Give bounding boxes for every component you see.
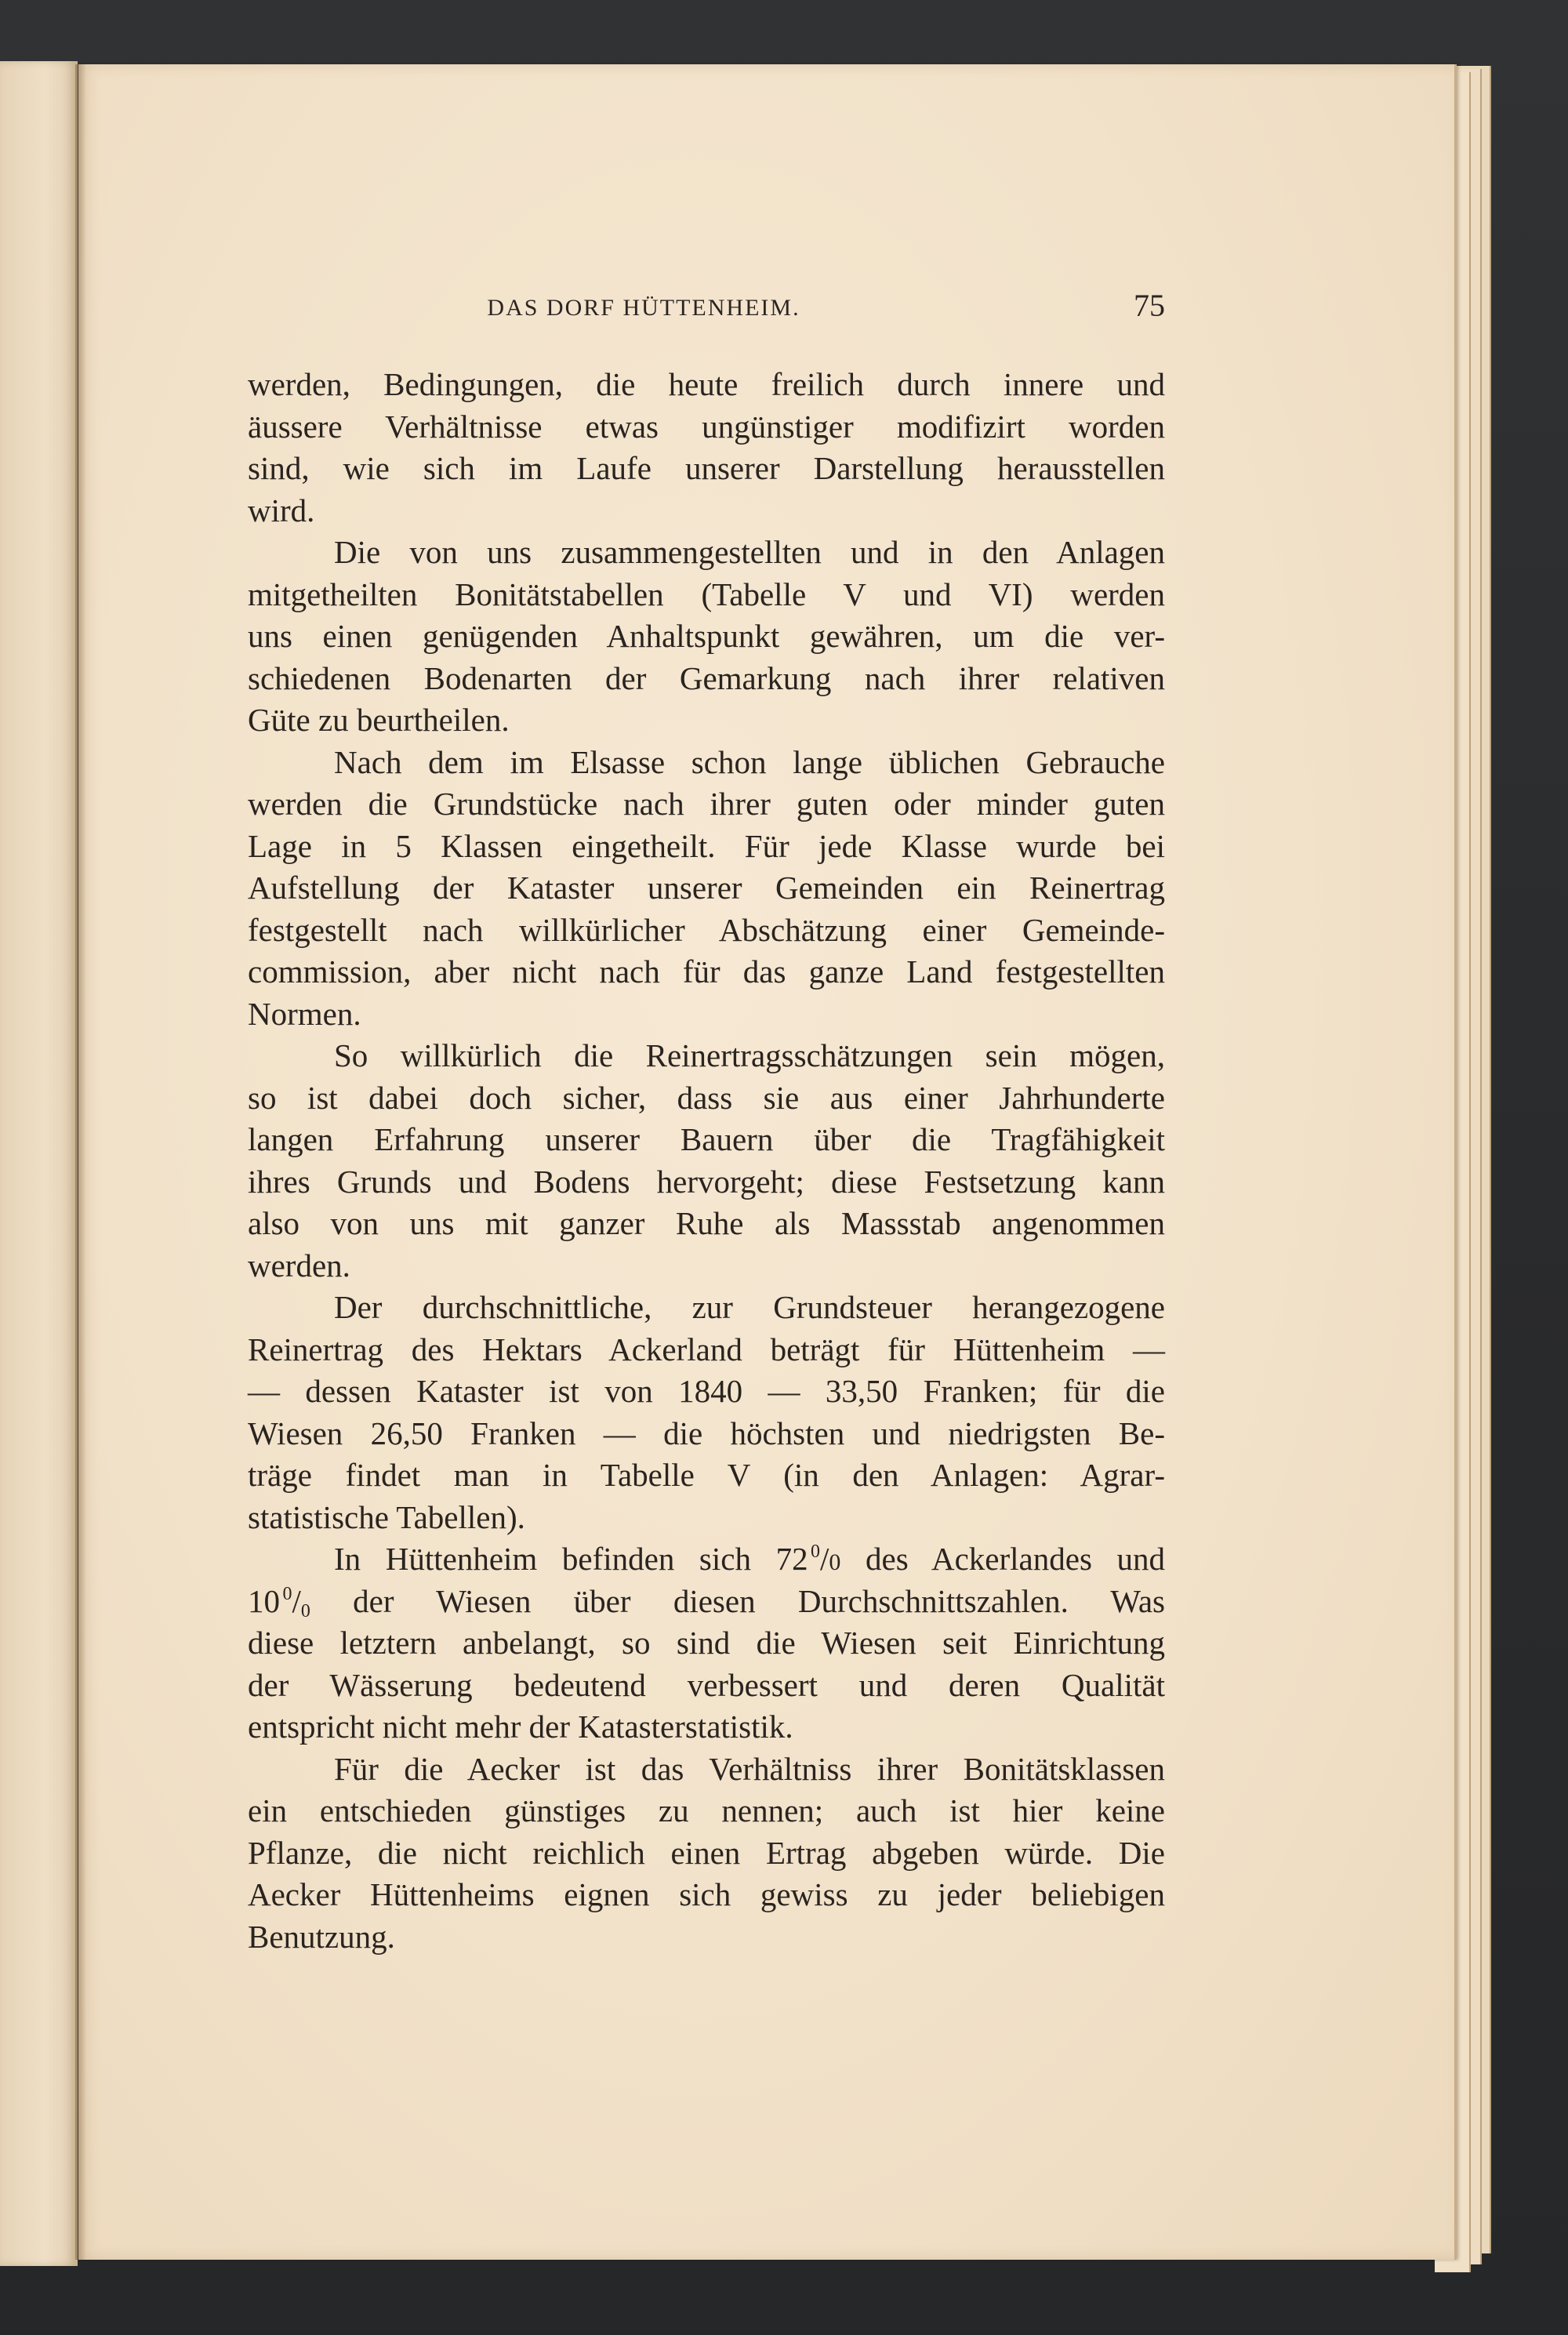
text-line: der Wässerung bedeutend verbessert und deren Qualität [248, 1666, 1165, 1703]
fraction-slash: / [292, 1582, 301, 1619]
text-line: — dessen Kataster ist von 1840 — 33,50 Franken; für die [248, 1373, 1165, 1409]
text-line: Reinertrag des Hektars Ackerland beträgt für Hüttenheim — [248, 1331, 1165, 1367]
text-line: commission, aber nicht nach für das ganze Land festgestellten [248, 953, 1165, 990]
text-line: uns einen genügenden Anhaltspunkt gewähren, um die ver- [248, 618, 1165, 654]
gutter-shadow [75, 64, 86, 2260]
text-line: Der durchschnittliche, zur Grundsteuer herangezogene [334, 1289, 1165, 1325]
fraction-sub: 0 [300, 1600, 310, 1621]
text-line: werden die Grundstücke nach ihrer guten oder minder guten [248, 786, 1165, 822]
facing-page-edge [0, 61, 78, 2266]
page-number: 75 [1134, 288, 1165, 323]
text-line [248, 1538, 1165, 1581]
text-line: entspricht nicht mehr der Katasterstatistik. [248, 1709, 793, 1745]
body-text [248, 364, 1165, 1958]
text-line: Die von uns zusammengestellten und in den Anlagen [334, 534, 1165, 570]
text-line: werden, Bedingungen, die heute freilich durch innere und [248, 366, 1165, 402]
text-line: Pflanze, die nicht reichlich einen Ertrag abgeben würde. Die [248, 1834, 1165, 1871]
text-fragment: In Hüttenheim befinden sich 72 [334, 1541, 808, 1577]
text-line: mitgetheilten Bonitätstabellen (Tabelle V und VI) werden [248, 576, 1165, 612]
text-line: wird. [248, 492, 315, 528]
text-line: langen Erfahrung unserer Bauern über die Tragfähigkeit [248, 1121, 1165, 1157]
text-line: ihres Grunds und Bodens hervorgeht; diese Festsetzung kann [248, 1163, 1165, 1200]
text-line: schiedenen Bodenarten der Gemarkung nach ihrer relativen [248, 659, 1165, 696]
text-line: Nach dem im Elsasse schon lange üblichen Gebrauche [334, 743, 1165, 780]
text-line: Für die Aecker ist das Verhältniss ihrer Bonitätsklassen [334, 1750, 1165, 1787]
text-line: statistische Tabellen). [248, 1498, 525, 1535]
text-fragment: des Ackerlandes und [866, 1541, 1165, 1577]
text-line: also von uns mit ganzer Ruhe als Massstab angenommen [248, 1205, 1165, 1241]
text-line: träge findet man in Tabelle V (in den Anlagen: Agrar- [248, 1457, 1165, 1493]
text-fragment: 10 [248, 1582, 280, 1619]
fraction-sup: 0 [811, 1542, 821, 1562]
text-line: diese letztern anbelangt, so sind die Wiesen seit Einrichtung [248, 1625, 1165, 1661]
text-line [248, 1581, 1165, 1623]
text-line: festgestellt nach willkürlicher Abschätzung einer Gemeinde- [248, 911, 1165, 948]
text-line: Lage in 5 Klassen eingetheilt. Für jede Klasse wurde bei [248, 827, 1165, 864]
text-line: sind, wie sich im Laufe unserer Darstellung herausstellen [248, 450, 1165, 486]
text-fragment: der Wiesen über diesen Durchschnittszahlen. Was [353, 1582, 1165, 1619]
text-line: ein entschieden günstiges zu nennen; auch ist hier keine [248, 1792, 1165, 1828]
text-line: Benutzung. [248, 1918, 395, 1955]
text-line: So willkürlich die Reinertragsschätzungen sein mögen, [334, 1037, 1165, 1073]
fraction-sup: 0 [282, 1583, 292, 1604]
text-line: Aufstellung der Kataster unserer Gemeinden ein Reinertrag [248, 870, 1165, 906]
fraction-slash: / [820, 1541, 829, 1577]
text-line: Normen. [248, 995, 361, 1032]
text-line: werden. [248, 1247, 350, 1284]
text-line: Aecker Hüttenheims eignen sich gewiss zu jeder beliebigen [248, 1876, 1165, 1912]
fraction-char: 0 [829, 1549, 841, 1575]
running-title: DAS DORF HÜTTENHEIM. [487, 295, 800, 321]
text-line: so ist dabei doch sicher, dass sie aus einer Jahrhunderte [248, 1079, 1165, 1116]
text-line: Güte zu beurtheilen. [248, 702, 510, 738]
page-header [248, 287, 1165, 334]
text-line: Wiesen 26,50 Franken — die höchsten und niedrigsten Be- [248, 1414, 1165, 1451]
text-line: äussere Verhältnisse etwas ungünstiger modifizirt worden [248, 408, 1165, 445]
